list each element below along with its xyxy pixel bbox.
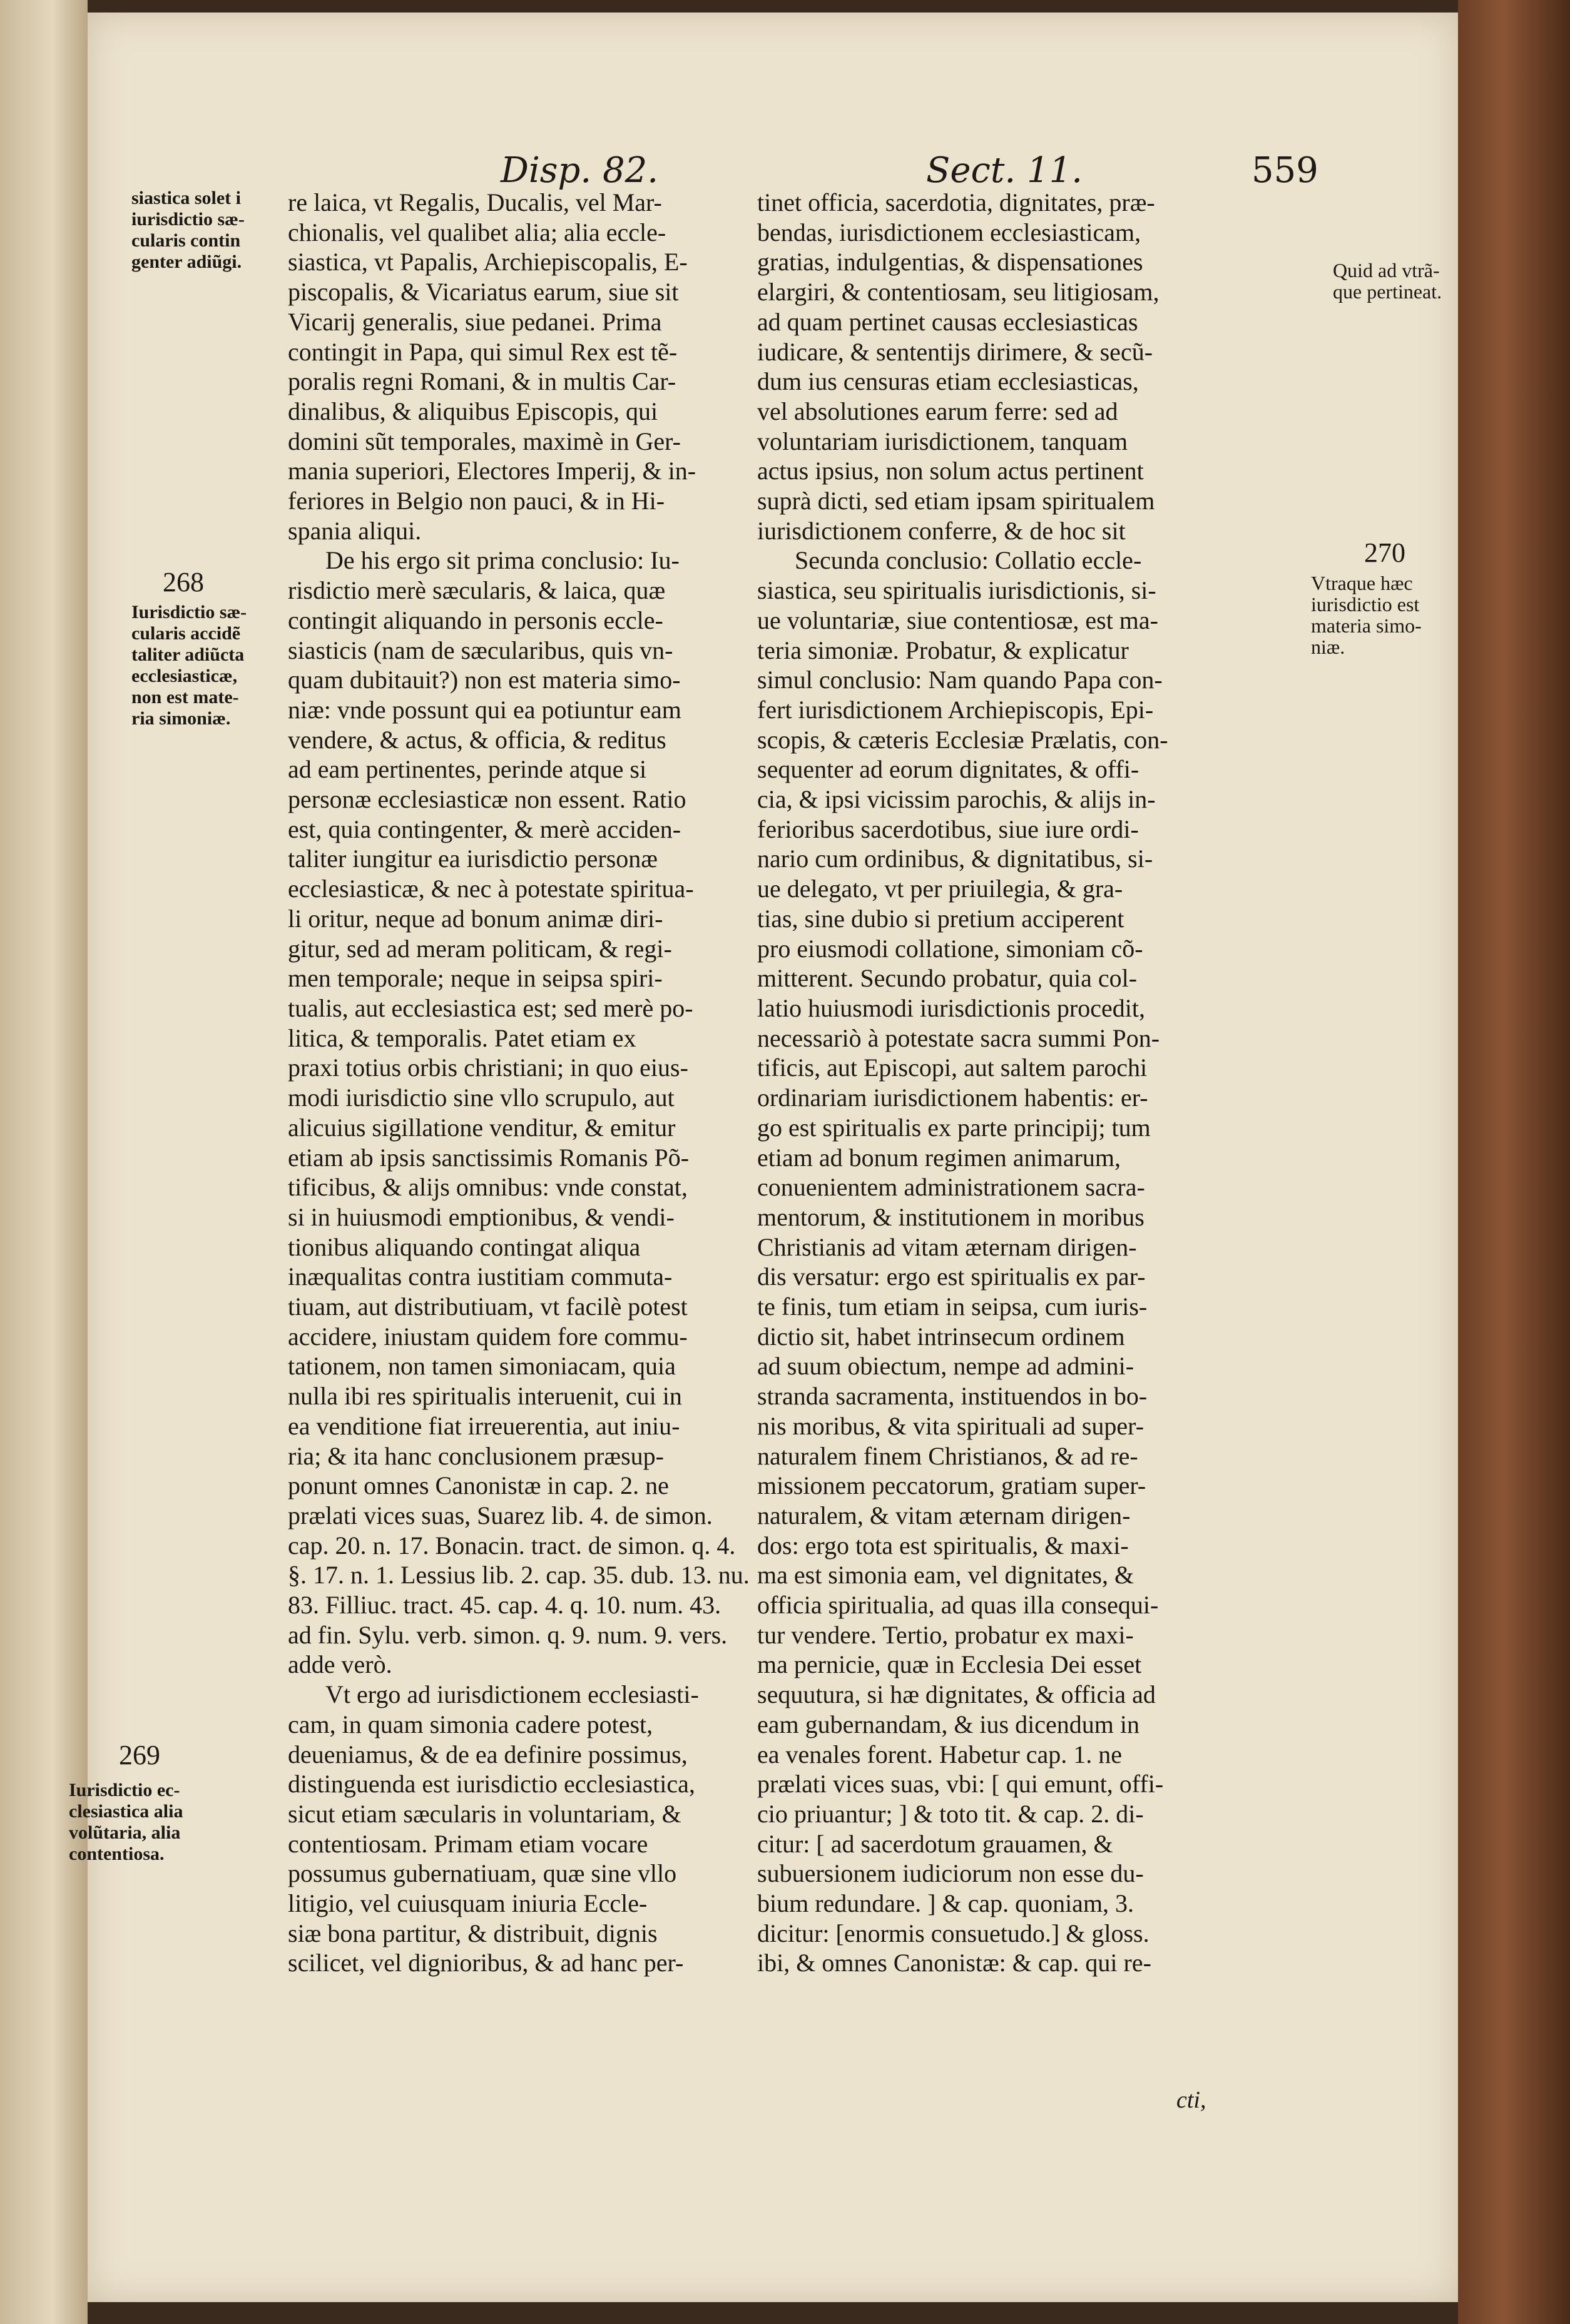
margin-number-269: 269	[119, 1740, 160, 1770]
text-line: niæ: vnde possunt qui ea potiuntur eam	[288, 695, 681, 724]
text-line: subuersionem iudiciorum non esse du-	[757, 1859, 1144, 1888]
text-line: prælati vices suas, vbi: [ qui emunt, offi-	[757, 1770, 1164, 1799]
text-line: fert iurisdictionem Archiepiscopis, Epi-	[757, 695, 1154, 724]
text-line: personæ ecclesiasticæ non essent. Ratio	[288, 785, 686, 814]
text-line: ad quam pertinet causas ecclesiasticas	[757, 307, 1138, 336]
text-line: praxi totius orbis christiani; in quo eius-	[288, 1053, 688, 1082]
text-line: naturalem finem Christianos, & ad re-	[757, 1441, 1138, 1470]
text-line: poralis regni Romani, & in multis Car-	[288, 367, 676, 396]
text-line: mitterent. Secundo probatur, quia col-	[757, 964, 1138, 993]
text-line: tionibus aliquando contingat aliqua	[288, 1232, 641, 1261]
text-line: feriores in Belgio non pauci, & in Hi-	[288, 487, 665, 515]
text-line: pro eiusmodi collatione, simoniam cõ-	[757, 934, 1143, 963]
text-line: risdictio merè sæcularis, & laica, quæ	[288, 576, 666, 605]
text-line: mentorum, & institutionem in moribus	[757, 1202, 1144, 1231]
text-line: cio priuantur; ] & toto tit. & cap. 2. di-	[757, 1799, 1144, 1828]
margin-note-268	[131, 602, 282, 729]
margin-line: Vtraque hæc	[1311, 572, 1413, 594]
margin-line: Quid ad vtrã-	[1333, 259, 1440, 282]
text-line: ponunt omnes Canonistæ in cap. 2. ne	[288, 1471, 669, 1500]
text-line: tationem, non tamen simoniacam, quia	[288, 1352, 676, 1381]
text-line: spania aliqui.	[288, 516, 422, 545]
book-fore-edge	[1458, 0, 1570, 2324]
text-line: bendas, iurisdictionem ecclesiasticam,	[757, 218, 1141, 246]
text-line: sequenter ad eorum dignitates, & offi-	[757, 755, 1139, 784]
margin-line: cularis accidẽ	[131, 623, 241, 644]
margin-note-right-a	[1333, 260, 1458, 302]
margin-line: niæ.	[1311, 636, 1345, 658]
text-line: gitur, sed ad meram politicam, & regi-	[288, 934, 672, 963]
text-line: iurisdictionem conferre, & de hoc sit	[757, 516, 1126, 545]
text-line: stranda sacramenta, instituendos in bo-	[757, 1382, 1148, 1411]
margin-line: que pertineat.	[1333, 280, 1442, 303]
text-line: scilicet, vel dignioribus, & ad hanc per-	[288, 1949, 684, 1977]
text-line: sequutura, si hæ dignitates, & officia ad	[757, 1680, 1156, 1709]
margin-line: genter adiũgi.	[131, 251, 242, 272]
text-line: li oritur, neque ad bonum animæ diri-	[288, 904, 663, 933]
text-line: tificibus, & alijs omnibus: vnde constat,	[288, 1173, 688, 1202]
text-line: nis moribus, & vita spirituali ad super-	[757, 1411, 1144, 1440]
text-line: elargiri, & contentiosam, seu litigiosam,	[757, 278, 1160, 307]
text-line: tualis, aut ecclesiastica est; sed merè po-	[288, 993, 693, 1022]
text-line: sicut etiam sæcularis in voluntariam, &	[288, 1799, 681, 1828]
page-number: 559	[1251, 150, 1318, 191]
text-line: gratias, indulgentias, & dispensationes	[757, 248, 1143, 277]
text-line: te finis, tum etiam in seipsa, cum iuris-	[757, 1292, 1148, 1321]
text-line: ma pernicie, quæ in Ecclesia Dei esset	[757, 1650, 1142, 1679]
text-line: accidere, iniustam quidem fore commu-	[288, 1322, 688, 1351]
margin-line: ria simoniæ.	[131, 708, 231, 729]
text-line: quam dubitauit?) non est materia simo-	[288, 666, 681, 694]
text-line: ad suum obiectum, nempe ad admini-	[757, 1352, 1134, 1381]
margin-number-268: 268	[163, 567, 204, 597]
text-line: voluntariam iurisdictionem, tanquam	[757, 427, 1128, 455]
text-line: conuenientem administrationem sacra-	[757, 1173, 1145, 1202]
text-line: possumus gubernatiuam, quæ sine vllo	[288, 1859, 677, 1888]
text-line: tinet officia, sacerdotia, dignitates, præ-	[757, 188, 1155, 216]
text-line: actus ipsius, non solum actus pertinent	[757, 457, 1144, 485]
margin-line: contentiosa.	[69, 1844, 165, 1864]
text-line: ad eam pertinentes, perinde atque si	[288, 755, 647, 784]
text-line: citur: [ ad sacerdotum grauamen, &	[757, 1829, 1113, 1858]
text-line: Vicarij generalis, siue pedanei. Prima	[288, 307, 662, 336]
text-line: taliter iungitur ea iurisdictio personæ	[288, 845, 658, 873]
text-line: dis versatur: ergo est spiritualis ex par-	[757, 1262, 1146, 1291]
text-line: tificis, aut Episcopi, aut saltem parochi	[757, 1053, 1148, 1082]
text-line: est, quia contingenter, & merè acciden-	[288, 814, 681, 843]
text-line: cap. 20. n. 17. Bonacin. tract. de simon. q. 4.	[288, 1531, 736, 1560]
text-line: vel absolutiones earum ferre: sed ad	[757, 397, 1118, 425]
text-line: piscopalis, & Vicariatus earum, siue sit	[288, 278, 679, 307]
text-line: siæ bona partitur, & distribuit, dignis	[288, 1919, 658, 1947]
text-line: dos: ergo tota est spiritualis, & maxi-	[757, 1531, 1129, 1560]
text-line: ordinariam iurisdictionem habentis: er-	[757, 1083, 1148, 1112]
margin-line: non est mate-	[131, 687, 239, 708]
text-line: iudicare, & sententijs dirimere, & secũ-	[757, 337, 1153, 366]
text-line: ea venales forent. Habetur cap. 1. ne	[757, 1740, 1123, 1768]
margin-line: cularis contin	[131, 230, 241, 251]
text-line: tiuam, aut distributiuam, vt facilè potest	[288, 1292, 688, 1321]
margin-line: volũtaria, alia	[69, 1822, 181, 1843]
text-line: etiam ab ipsis sanctissimis Romanis Põ-	[288, 1143, 690, 1172]
text-line: Secunda conclusio: Collatio eccle-	[795, 546, 1142, 575]
text-line: ue voluntariæ, siue contentiosæ, est ma-	[757, 606, 1158, 634]
text-line: prælati vices suas, Suarez lib. 4. de simon.	[288, 1501, 713, 1530]
catchword: cti,	[1176, 2087, 1206, 2113]
text-line: Christianis ad vitam æternam dirigen-	[757, 1232, 1137, 1261]
text-line: eam gubernandam, & ius dicendum in	[757, 1710, 1139, 1738]
text-line: De his ergo sit prima conclusio: Iu-	[325, 546, 680, 575]
running-head-left: Disp. 82.	[501, 150, 659, 191]
text-line: nario cum ordinibus, & dignitatibus, si-	[757, 845, 1153, 873]
text-line: siastica, seu spiritualis iurisdictionis, si-	[757, 576, 1156, 605]
adjacent-page-edge	[0, 0, 88, 2324]
text-line: simul conclusio: Nam quando Papa con-	[757, 666, 1163, 694]
margin-line: ecclesiasticæ,	[131, 666, 238, 686]
text-line: latio huiusmodi iurisdictionis procedit,	[757, 993, 1145, 1022]
text-line: contingit in Papa, qui simul Rex est tẽ-	[288, 337, 678, 366]
text-line: contingit aliquando in personis eccle-	[288, 606, 663, 634]
text-line: dictio sit, habet intrinsecum ordinem	[757, 1322, 1125, 1351]
margin-line: clesiastica alia	[69, 1801, 183, 1822]
text-line: re laica, vt Regalis, Ducalis, vel Mar-	[288, 188, 662, 216]
margin-line: iurisdictio est	[1311, 593, 1420, 616]
text-line: litigio, vel cuiusquam iniuria Eccle-	[288, 1889, 648, 1918]
text-line: scopis, & cæteris Ecclesiæ Prælatis, con-	[757, 725, 1168, 754]
text-line: go est spiritualis ex parte principij; tum	[757, 1113, 1151, 1142]
text-line: deueniamus, & de ea definire possimus,	[288, 1740, 688, 1768]
margin-line: Iurisdictio sæ-	[131, 602, 247, 622]
text-line: dinalibus, & aliquibus Episcopis, qui	[288, 397, 658, 425]
text-line: mania superiori, Electores Imperij, & in-	[288, 457, 696, 485]
text-line: nulla ibi res spiritualis interuenit, cui in	[288, 1382, 682, 1411]
text-line: dum ius censuras etiam ecclesiasticas,	[757, 367, 1139, 396]
text-line: chionalis, vel qualibet alia; alia eccle-	[288, 218, 666, 246]
margin-line: taliter adiũcta	[131, 644, 245, 665]
text-line: siastica, vt Papalis, Archiepiscopalis, E-	[288, 248, 688, 277]
text-line: ea venditione fiat irreuerentia, aut iniu-	[288, 1411, 680, 1440]
margin-line: iurisdictio sæ-	[131, 209, 245, 230]
text-line: ferioribus sacerdotibus, siue iure ordi-	[757, 814, 1139, 843]
text-line: ue delegato, vt per priuilegia, & gra-	[757, 875, 1123, 903]
right-text-column	[757, 188, 1277, 1978]
margin-note-270	[1311, 572, 1449, 657]
text-line: si in huiusmodi emptionibus, & vendi-	[288, 1202, 675, 1231]
text-line: Vt ergo ad iurisdictionem ecclesiasti-	[325, 1680, 699, 1709]
text-line: cia, & ipsi vicissim parochis, & alijs in-	[757, 785, 1156, 814]
text-line: distinguenda est iurisdictio ecclesiastica,	[288, 1770, 695, 1799]
text-line: dicitur: [enormis consuetudo.] & gloss.	[757, 1919, 1149, 1947]
left-text-column	[288, 188, 788, 1978]
text-line: cam, in quam simonia cadere potest,	[288, 1710, 653, 1738]
margin-note-269	[69, 1780, 213, 1865]
text-line: bium redundare. ] & cap. quoniam, 3.	[757, 1889, 1134, 1918]
text-line: men temporale; neque in seipsa spiri-	[288, 964, 663, 993]
text-line: ma est simonia eam, vel dignitates, &	[757, 1561, 1134, 1590]
text-line: contentiosam. Primam etiam vocare	[288, 1829, 648, 1858]
margin-line: Iurisdictio ec-	[69, 1780, 180, 1800]
text-line: teria simoniæ. Probatur, & explicatur	[757, 636, 1129, 664]
text-line: adde verò.	[288, 1650, 392, 1679]
text-line: inæqualitas contra iustitiam commuta-	[288, 1262, 673, 1291]
text-line: ibi, & omnes Canonistæ: & cap. qui re-	[757, 1949, 1151, 1977]
margin-line: materia simo-	[1311, 614, 1422, 637]
margin-note-left-a	[131, 188, 294, 273]
text-line: siasticis (nam de sæcularibus, quis vn-	[288, 636, 673, 664]
text-line: vendere, & actus, & officia, & reditus	[288, 725, 666, 754]
text-line: modi iurisdictio sine vllo scrupulo, aut	[288, 1083, 675, 1112]
text-line: alicuius sigillatione venditur, & emitur	[288, 1113, 676, 1142]
text-line: ecclesiasticæ, & nec à potestate spiritua-	[288, 875, 694, 903]
margin-number-270: 270	[1364, 537, 1405, 568]
text-line: etiam ad bonum regimen animarum,	[757, 1143, 1121, 1172]
text-line: §. 17. n. 1. Lessius lib. 2. cap. 35. dub. 13. nu.	[288, 1561, 750, 1590]
text-line: naturalem, & vitam æternam dirigen-	[757, 1501, 1131, 1530]
text-line: ad fin. Sylu. verb. simon. q. 9. num. 9. vers.	[288, 1620, 728, 1649]
text-line: missionem peccatorum, gratiam super-	[757, 1471, 1146, 1500]
margin-line: siastica solet i	[131, 188, 241, 208]
text-line: 83. Filliuc. tract. 45. cap. 4. q. 10. num. 43.	[288, 1591, 721, 1620]
text-line: domini sũt temporales, maximè in Ger-	[288, 427, 681, 455]
text-line: suprà dicti, sed etiam ipsam spiritualem	[757, 487, 1155, 515]
text-line: tias, sine dubio si pretium acciperent	[757, 904, 1124, 933]
text-line: litica, & temporalis. Patet etiam ex	[288, 1023, 636, 1052]
text-line: officia spiritualia, ad quas illa consequi-	[757, 1591, 1159, 1620]
text-line: ria; & ita hanc conclusionem præsup-	[288, 1441, 664, 1470]
text-line: necessariò à potestate sacra summi Pon-	[757, 1023, 1160, 1052]
text-line: tur vendere. Tertio, probatur ex maxi-	[757, 1620, 1134, 1649]
running-head-right: Sect. 11.	[926, 150, 1083, 191]
